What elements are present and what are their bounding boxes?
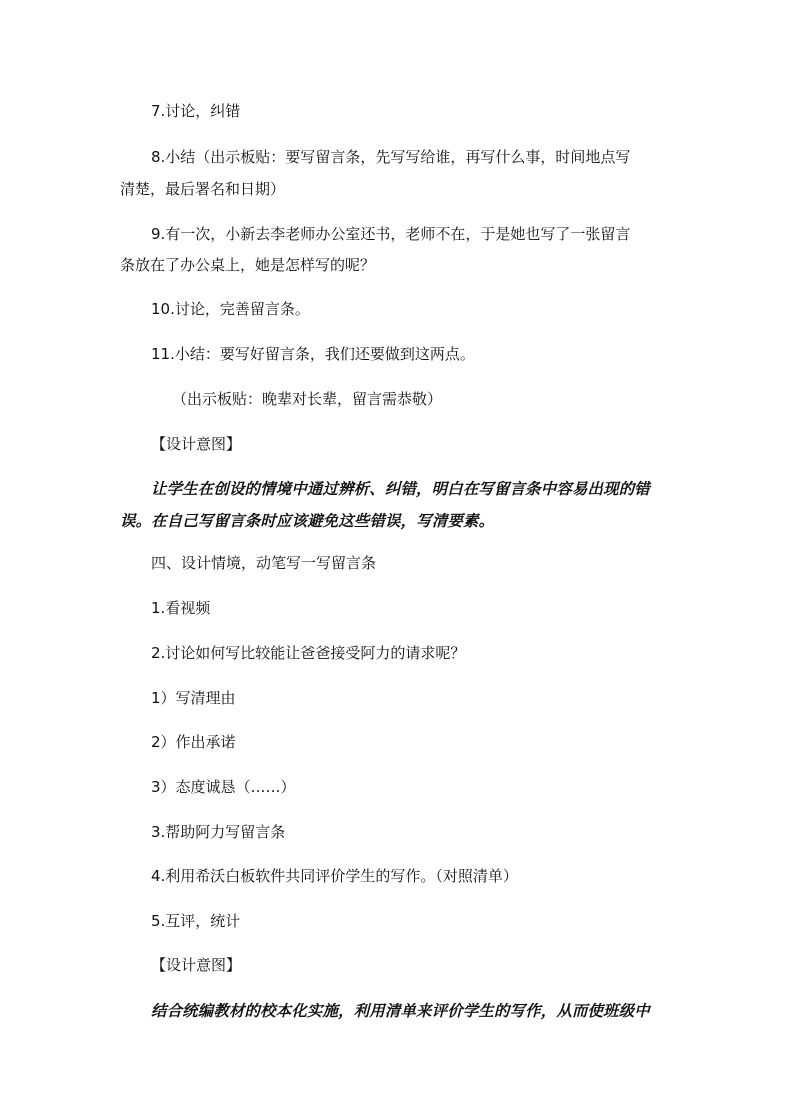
text-line: 3.帮助阿力写留言条 bbox=[151, 823, 286, 841]
text-line: 条放在了办公桌上，她是怎样写的呢？ bbox=[120, 256, 376, 274]
design-intent-text: 结合统编教材的校本化实施，利用清单来评价学生的写作，从而使班级中 bbox=[151, 1002, 650, 1020]
design-intent-text: 误。在自己写留言条时应该避免这些错误，写清要素。 bbox=[120, 512, 495, 530]
text-line: 3）态度诚恳（……） bbox=[151, 778, 296, 796]
text-line: 8.小结（出示板贴：要写留言条，先写写给谁，再写什么事，时间地点写 bbox=[151, 148, 631, 166]
section-heading: 四、设计情境，动笔写一写留言条 bbox=[151, 554, 377, 572]
text-line: 2.讨论如何写比较能让爸爸接受阿力的请求呢？ bbox=[151, 644, 466, 662]
section-label: 【设计意图】 bbox=[151, 435, 242, 453]
section-label: 【设计意图】 bbox=[151, 956, 242, 974]
text-line: 2）作出承诺 bbox=[151, 733, 236, 751]
text-line: （出示板贴：晚辈对长辈，留言需恭敬） bbox=[172, 390, 443, 408]
text-line: 9.有一次，小新去李老师办公室还书，老师不在，于是她也写了一张留言 bbox=[151, 225, 631, 243]
text-line: 1.看视频 bbox=[151, 599, 211, 617]
text-line: 11.小结：要写好留言条，我们还要做到这两点。 bbox=[151, 345, 475, 363]
text-line: 5.互评，统计 bbox=[151, 912, 241, 930]
text-line: 7.讨论，纠错 bbox=[151, 102, 241, 120]
design-intent-text: 让学生在创设的情境中通过辨析、纠错，明白在写留言条中容易出现的错 bbox=[151, 480, 650, 498]
text-line: 清楚，最后署名和日期） bbox=[120, 180, 286, 198]
text-line: 4.利用希沃白板软件共同评价学生的写作。（对照清单） bbox=[151, 867, 518, 885]
text-line: 1）写清理由 bbox=[151, 689, 236, 707]
text-line: 10.讨论，完善留言条。 bbox=[151, 300, 310, 318]
